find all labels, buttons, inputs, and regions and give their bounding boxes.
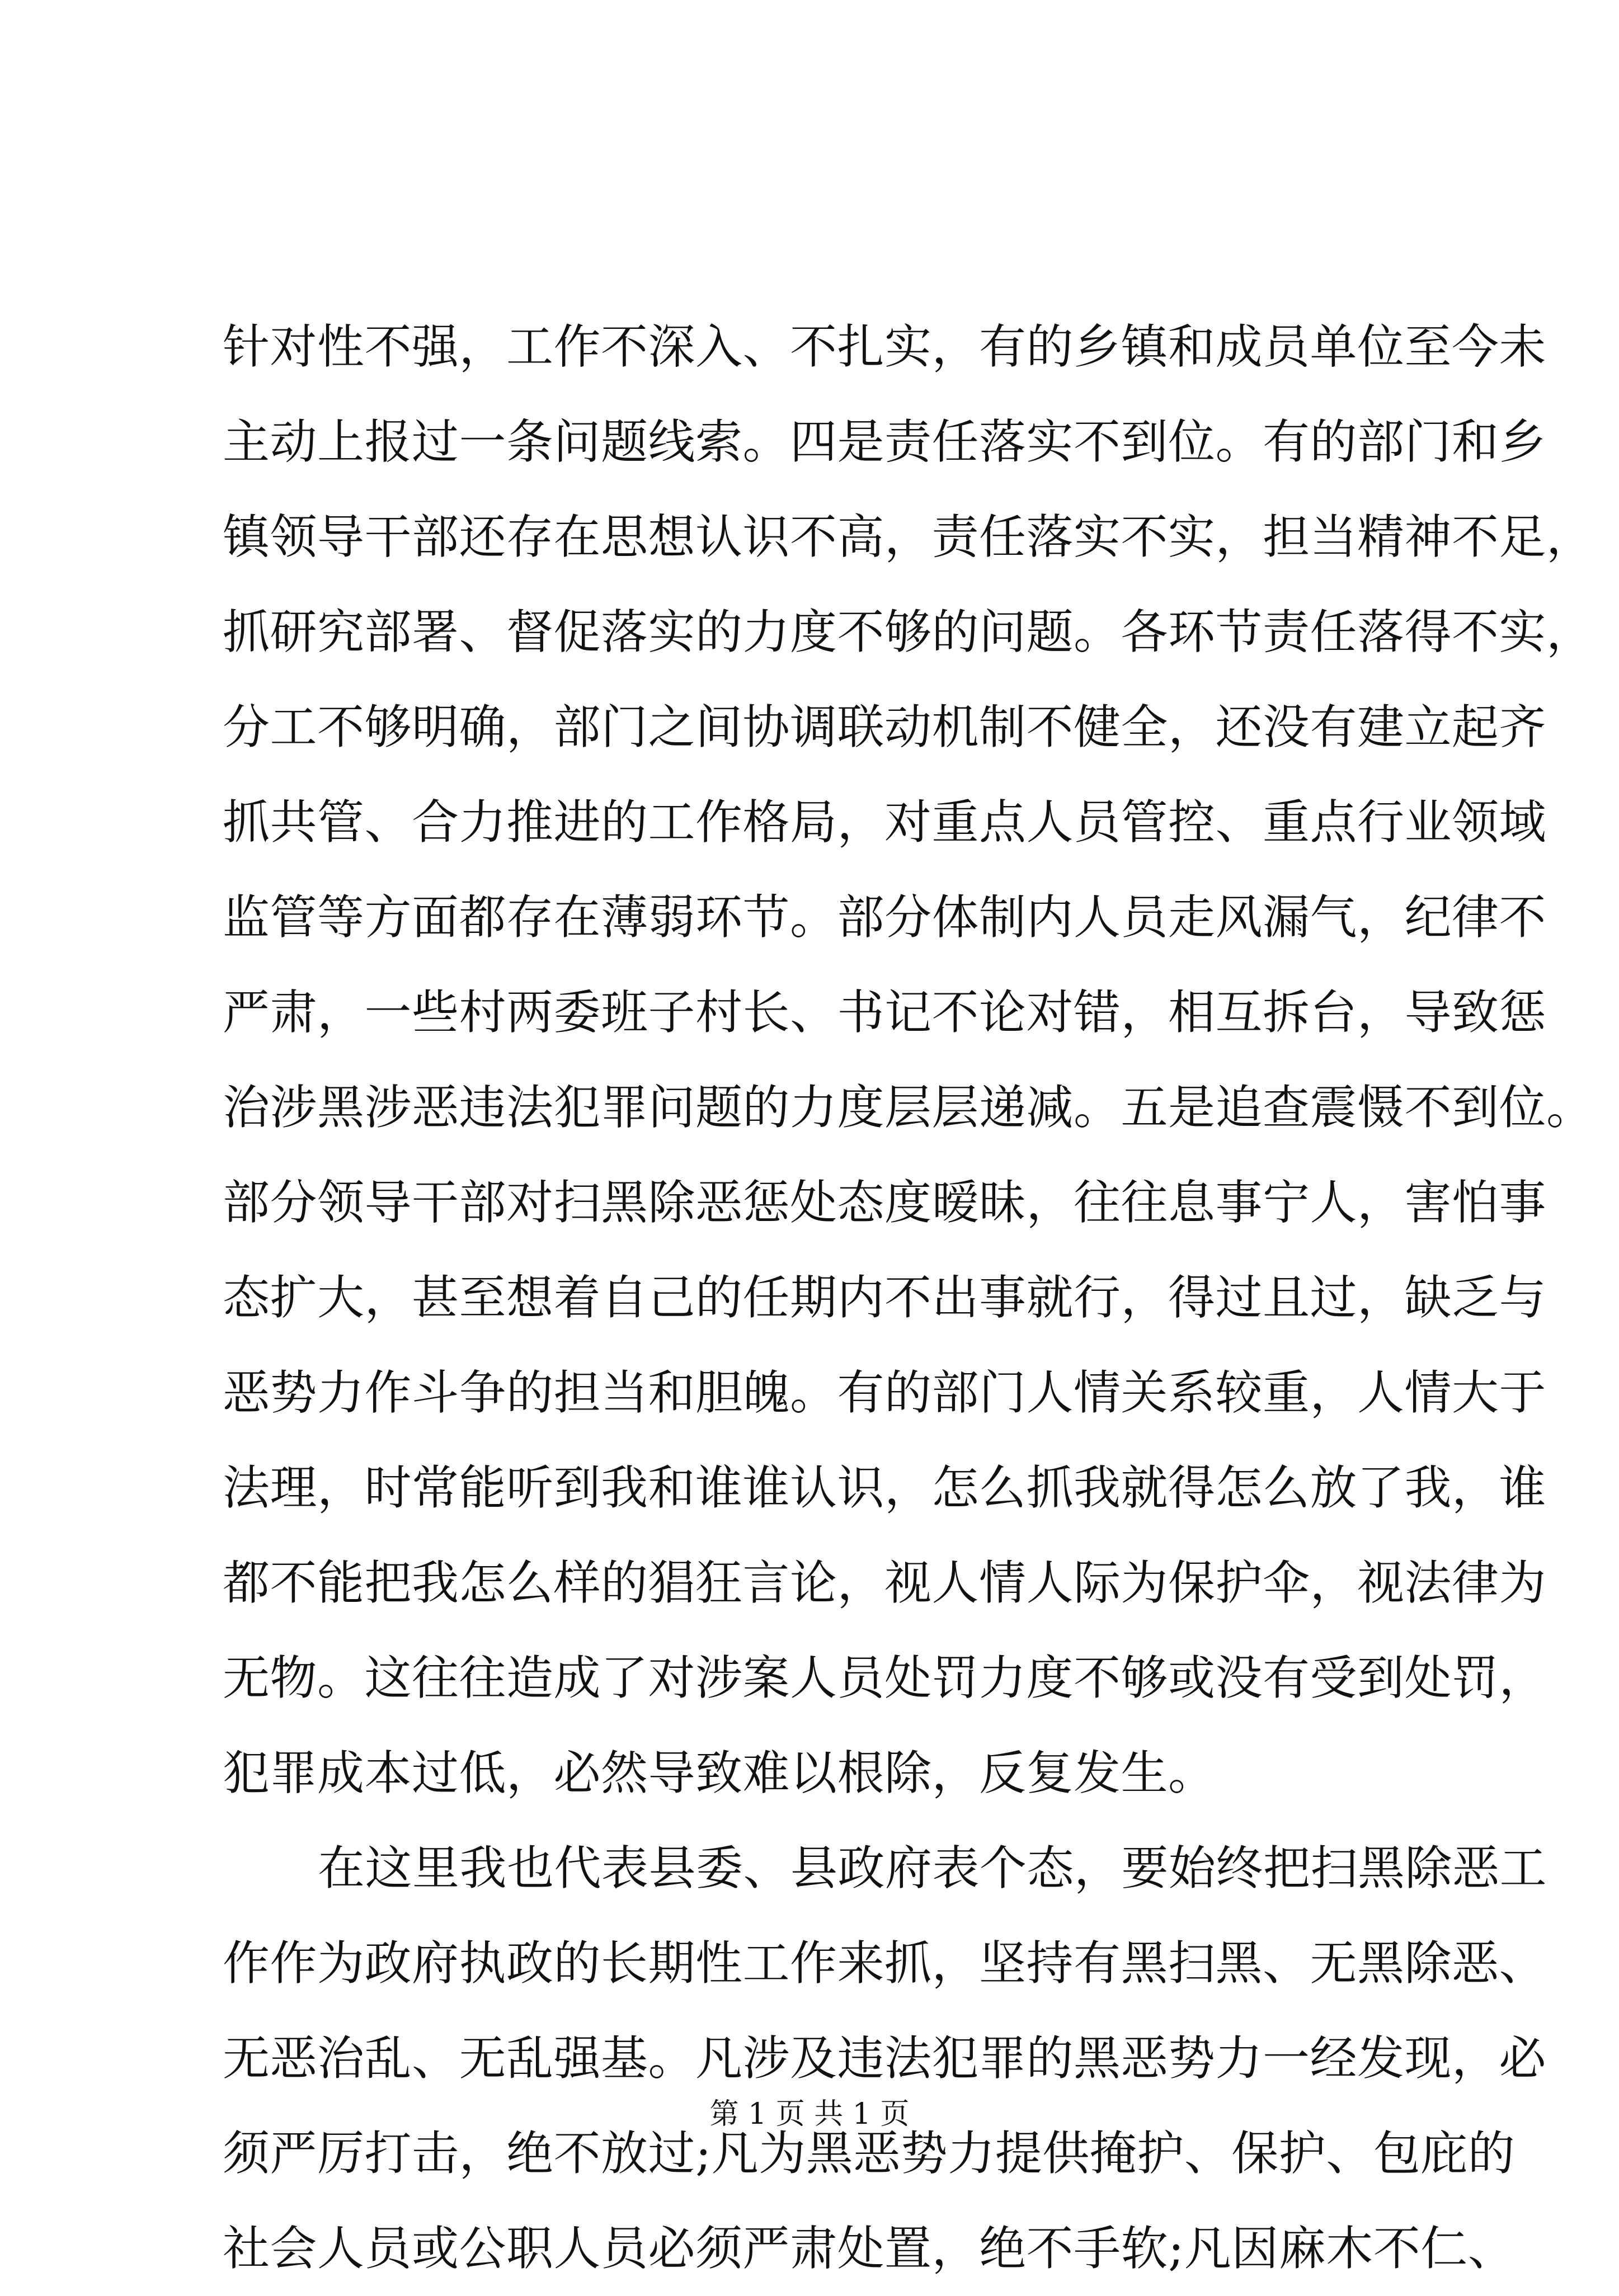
text-line: 法理，时常能听到我和谁谁认识，怎么抓我就得怎么放了我，谁 [223, 1460, 1547, 1515]
text-line: 抓研究部署、督促落实的力度不够的问题。各环节责任落得不实， [223, 605, 1594, 659]
text-line: 镇领导干部还存在思想认识不高，责任落实不实，担当精神不足， [223, 510, 1594, 564]
text-line: 抓共管、合力推进的工作格局，对重点人员管控、重点行业领域 [223, 795, 1547, 850]
page-number-footer: 第 1 页 共 1 页 [709, 2097, 910, 2131]
text-line: 犯罪成本过低，必然导致难以根除，反复发生。 [223, 1746, 1216, 1800]
text-line: 社会人员或公职人员必须严肃处置，绝不手软;凡因麻木不仁、 [223, 2221, 1516, 2276]
text-line: 态扩大，甚至想着自己的任期内不出事就行，得过且过，缺乏与 [223, 1270, 1547, 1325]
paragraph-first-line: 在这里我也代表县委、县政府表个态，要始终把扫黑除恶工 [318, 1841, 1547, 1896]
text-line: 严肃，一些村两委班子村长、书记不论对错，相互拆台，导致惩 [223, 985, 1547, 1040]
text-line: 须严厉打击，绝不放过;凡为黑恶势力提供掩护、保护、包庇的 [223, 2126, 1516, 2181]
text-line: 主动上报过一条问题线索。四是责任落实不到位。有的部门和乡 [223, 414, 1547, 469]
text-line: 作作为政府执政的长期性工作来抓，坚持有黑扫黑、无黑除恶、 [223, 1936, 1547, 1991]
text-line: 分工不够明确，部门之间协调联动机制不健全，还没有建立起齐 [223, 700, 1547, 755]
text-line: 监管等方面都存在薄弱环节。部分体制内人员走风漏气，纪律不 [223, 890, 1547, 945]
text-line: 无物。这往往造成了对涉案人员处罚力度不够或没有受到处罚， [223, 1651, 1547, 1705]
text-line: 针对性不强，工作不深入、不扎实，有的乡镇和成员单位至今未 [223, 319, 1547, 374]
text-line: 部分领导干部对扫黑除恶惩处态度暧昧，往往息事宁人，害怕事 [223, 1175, 1547, 1230]
text-line: 治涉黑涉恶违法犯罪问题的力度层层递减。五是追查震慑不到位。 [223, 1080, 1594, 1135]
text-line: 恶势力作斗争的担当和胆魄。有的部门人情关系较重，人情大于 [223, 1365, 1547, 1420]
text-line: 都不能把我怎么样的猖狂言论，视人情人际为保护伞，视法律为 [223, 1555, 1547, 1610]
text-line: 无恶治乱、无乱强基。凡涉及违法犯罪的黑恶势力一经发现，必 [223, 2031, 1547, 2086]
